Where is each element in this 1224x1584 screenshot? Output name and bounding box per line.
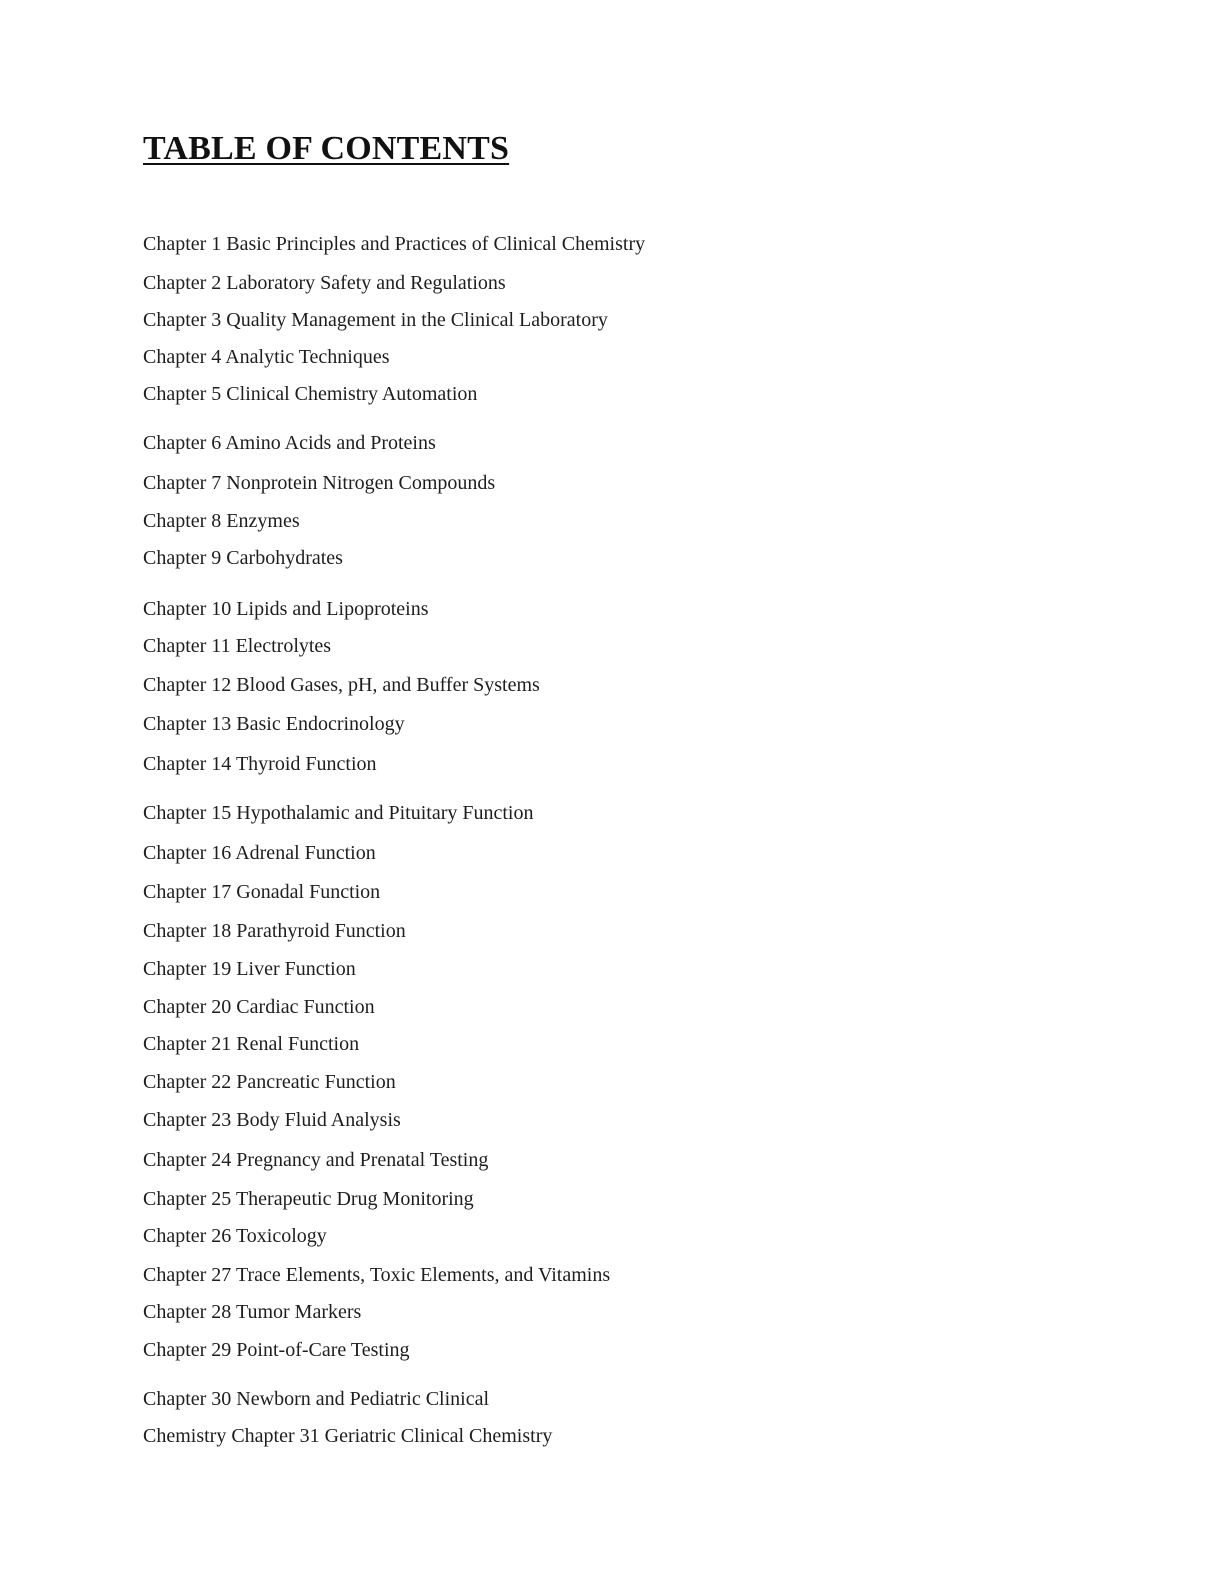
toc-entry-4: Chapter 4 Analytic Techniques bbox=[143, 346, 390, 368]
toc-entry-21: Chapter 21 Renal Function bbox=[143, 1033, 360, 1055]
toc-entry-19: Chapter 19 Liver Function bbox=[143, 958, 356, 980]
toc-entry-22: Chapter 22 Pancreatic Function bbox=[143, 1071, 396, 1093]
toc-entry-17: Chapter 17 Gonadal Function bbox=[143, 881, 381, 903]
toc-entry-13: Chapter 13 Basic Endocrinology bbox=[143, 713, 405, 735]
toc-entry-8: Chapter 8 Enzymes bbox=[143, 510, 300, 532]
toc-entry-6: Chapter 6 Amino Acids and Proteins bbox=[143, 432, 436, 454]
toc-entry-18: Chapter 18 Parathyroid Function bbox=[143, 920, 406, 942]
toc-entry-26: Chapter 26 Toxicology bbox=[143, 1225, 327, 1247]
toc-entry-31: Chemistry Chapter 31 Geriatric Clinical Chemistry bbox=[143, 1425, 553, 1447]
toc-entry-28: Chapter 28 Tumor Markers bbox=[143, 1301, 362, 1323]
toc-entry-24: Chapter 24 Pregnancy and Prenatal Testing bbox=[143, 1149, 489, 1171]
toc-entry-11: Chapter 11 Electrolytes bbox=[143, 635, 332, 657]
toc-entry-14: Chapter 14 Thyroid Function bbox=[143, 753, 377, 775]
toc-entry-25: Chapter 25 Therapeutic Drug Monitoring bbox=[143, 1188, 474, 1210]
toc-entry-7: Chapter 7 Nonprotein Nitrogen Compounds bbox=[143, 472, 496, 494]
toc-entry-5: Chapter 5 Clinical Chemistry Automation bbox=[143, 383, 478, 405]
toc-entry-1: Chapter 1 Basic Principles and Practices of Clinical Chemistry bbox=[143, 233, 646, 255]
toc-entry-30: Chapter 30 Newborn and Pediatric Clinical bbox=[143, 1388, 490, 1410]
toc-entry-3: Chapter 3 Quality Management in the Clinical Laboratory bbox=[143, 309, 608, 331]
toc-entry-16: Chapter 16 Adrenal Function bbox=[143, 842, 376, 864]
toc-entry-10: Chapter 10 Lipids and Lipoproteins bbox=[143, 598, 429, 620]
toc-entry-27: Chapter 27 Trace Elements, Toxic Elements, and Vitamins bbox=[143, 1264, 611, 1286]
toc-entry-29: Chapter 29 Point-of-Care Testing bbox=[143, 1339, 410, 1361]
toc-entry-12: Chapter 12 Blood Gases, pH, and Buffer Systems bbox=[143, 674, 540, 696]
toc-entry-20: Chapter 20 Cardiac Function bbox=[143, 996, 375, 1018]
toc-entry-9: Chapter 9 Carbohydrates bbox=[143, 547, 343, 569]
page-title: TABLE OF CONTENTS bbox=[143, 130, 510, 167]
toc-entry-2: Chapter 2 Laboratory Safety and Regulations bbox=[143, 272, 506, 294]
toc-entry-23: Chapter 23 Body Fluid Analysis bbox=[143, 1109, 401, 1131]
toc-entry-15: Chapter 15 Hypothalamic and Pituitary Function bbox=[143, 802, 534, 824]
